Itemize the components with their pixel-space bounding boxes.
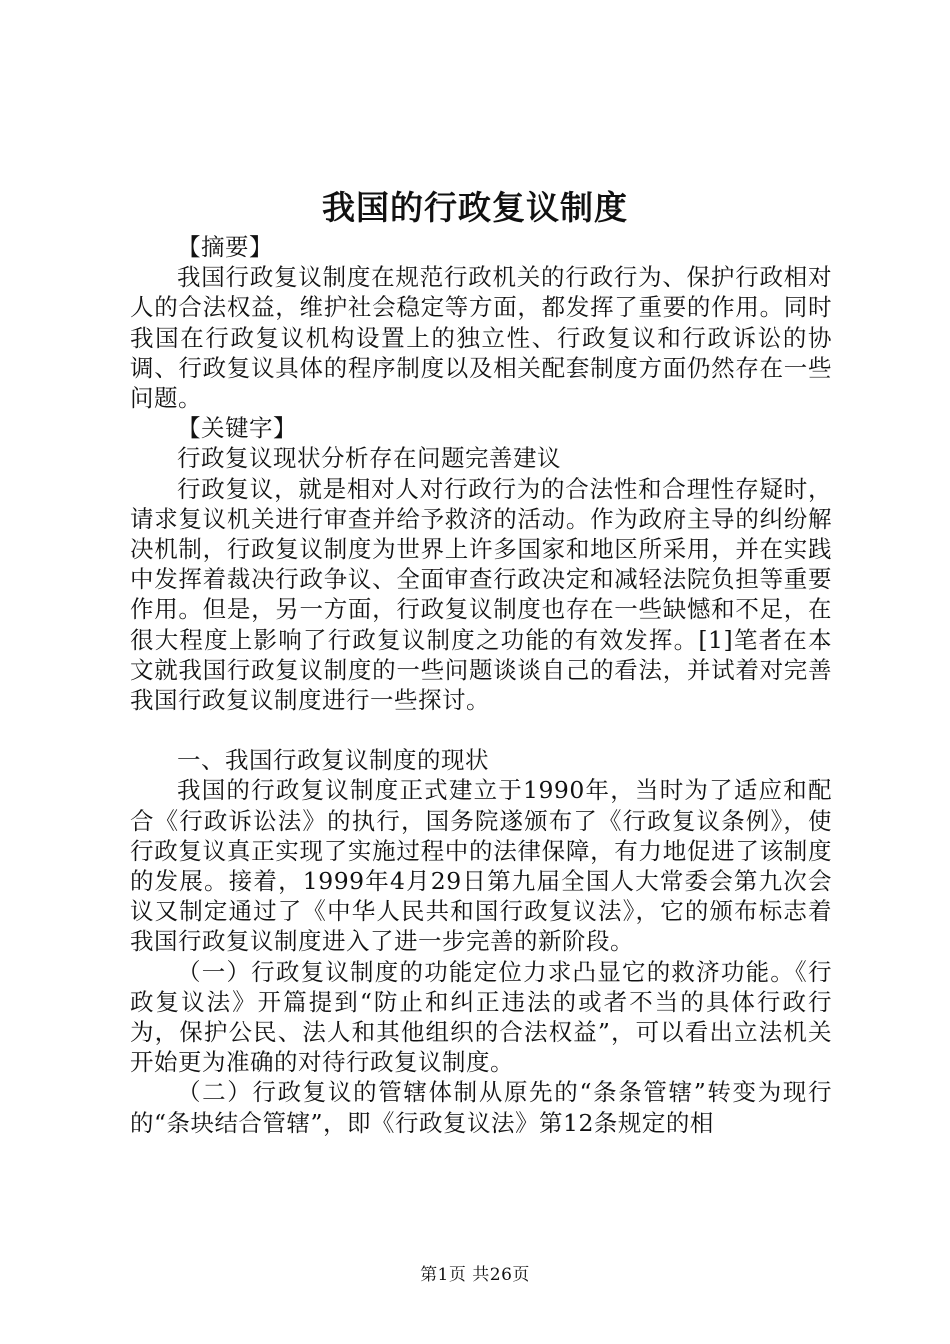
body-paragraph: （二）行政复议的管辖体制从原先的“条条管辖”转变为现行的“条块结合管辖”，即《行政复议法》第12条规定的相 [130,1078,832,1137]
body-paragraph: 我国的行政复议制度正式建立于1990年，当时为了适应和配合《行政诉讼法》的执行，国务院遂颁布了《行政复议条例》，使行政复议真正实现了实施过程中的法律保障，有力地促进了该制度的发展。接着，1999年4月29日第九届全国人大常委会第九次会议又制定通过了《中华人民共和国行政复议法》，它的颁布标志着我国行政复议制度进入了进一步完善的新阶段。 [130,776,832,956]
document-title: 我国的行政复议制度 [322,188,628,227]
page-footer: 第1页 共26页 [420,1265,530,1285]
keywords-text: 行政复议现状分析存在问题完善建议 [177,444,561,473]
abstract-heading: 【摘要】 [177,233,273,261]
blank-line [130,715,832,745]
section-heading: 一、我国行政复议制度的现状 [177,746,489,775]
abstract-text: 我国行政复议制度在规范行政机关的行政行为、保护行政相对人的合法权益，维护社会稳定等方面，都发挥了重要的作用。同时我国在行政复议机构设置上的独立性、行政复议和行政诉讼的协调、行政复议具体的程序制度以及相关配套制度方面仍然存在一些问题。 [130,263,832,413]
keywords-heading: 【关键字】 [177,414,297,443]
body-paragraph: （一）行政复议制度的功能定位力求凸显它的救济功能。《行政复议法》开篇提到“防止和纠正违法的或者不当的具体行政行为，保护公民、法人和其他组织的合法权益”，可以看出立法机关开始更为准确的对待行政复议制度。 [130,957,832,1077]
intro-paragraph: 行政复议，就是相对人对行政行为的合法性和合理性存疑时，请求复议机关进行审查并给予救济的活动。作为政府主导的纠纷解决机制，行政复议制度为世界上许多国家和地区所采用，并在实践中发挥着裁决行政争议、全面审查行政决定和减轻法院负担等重要作用。但是，另一方面，行政复议制度也存在一些缺憾和不足，在很大程度上影响了行政复议制度之功能的有效发挥。[1]笔者在本文就我国行政复议制度的一些问题谈谈自己的看法，并试着对完善我国行政复议制度进行一些探讨。 [130,474,832,715]
document-body [130,232,832,1138]
